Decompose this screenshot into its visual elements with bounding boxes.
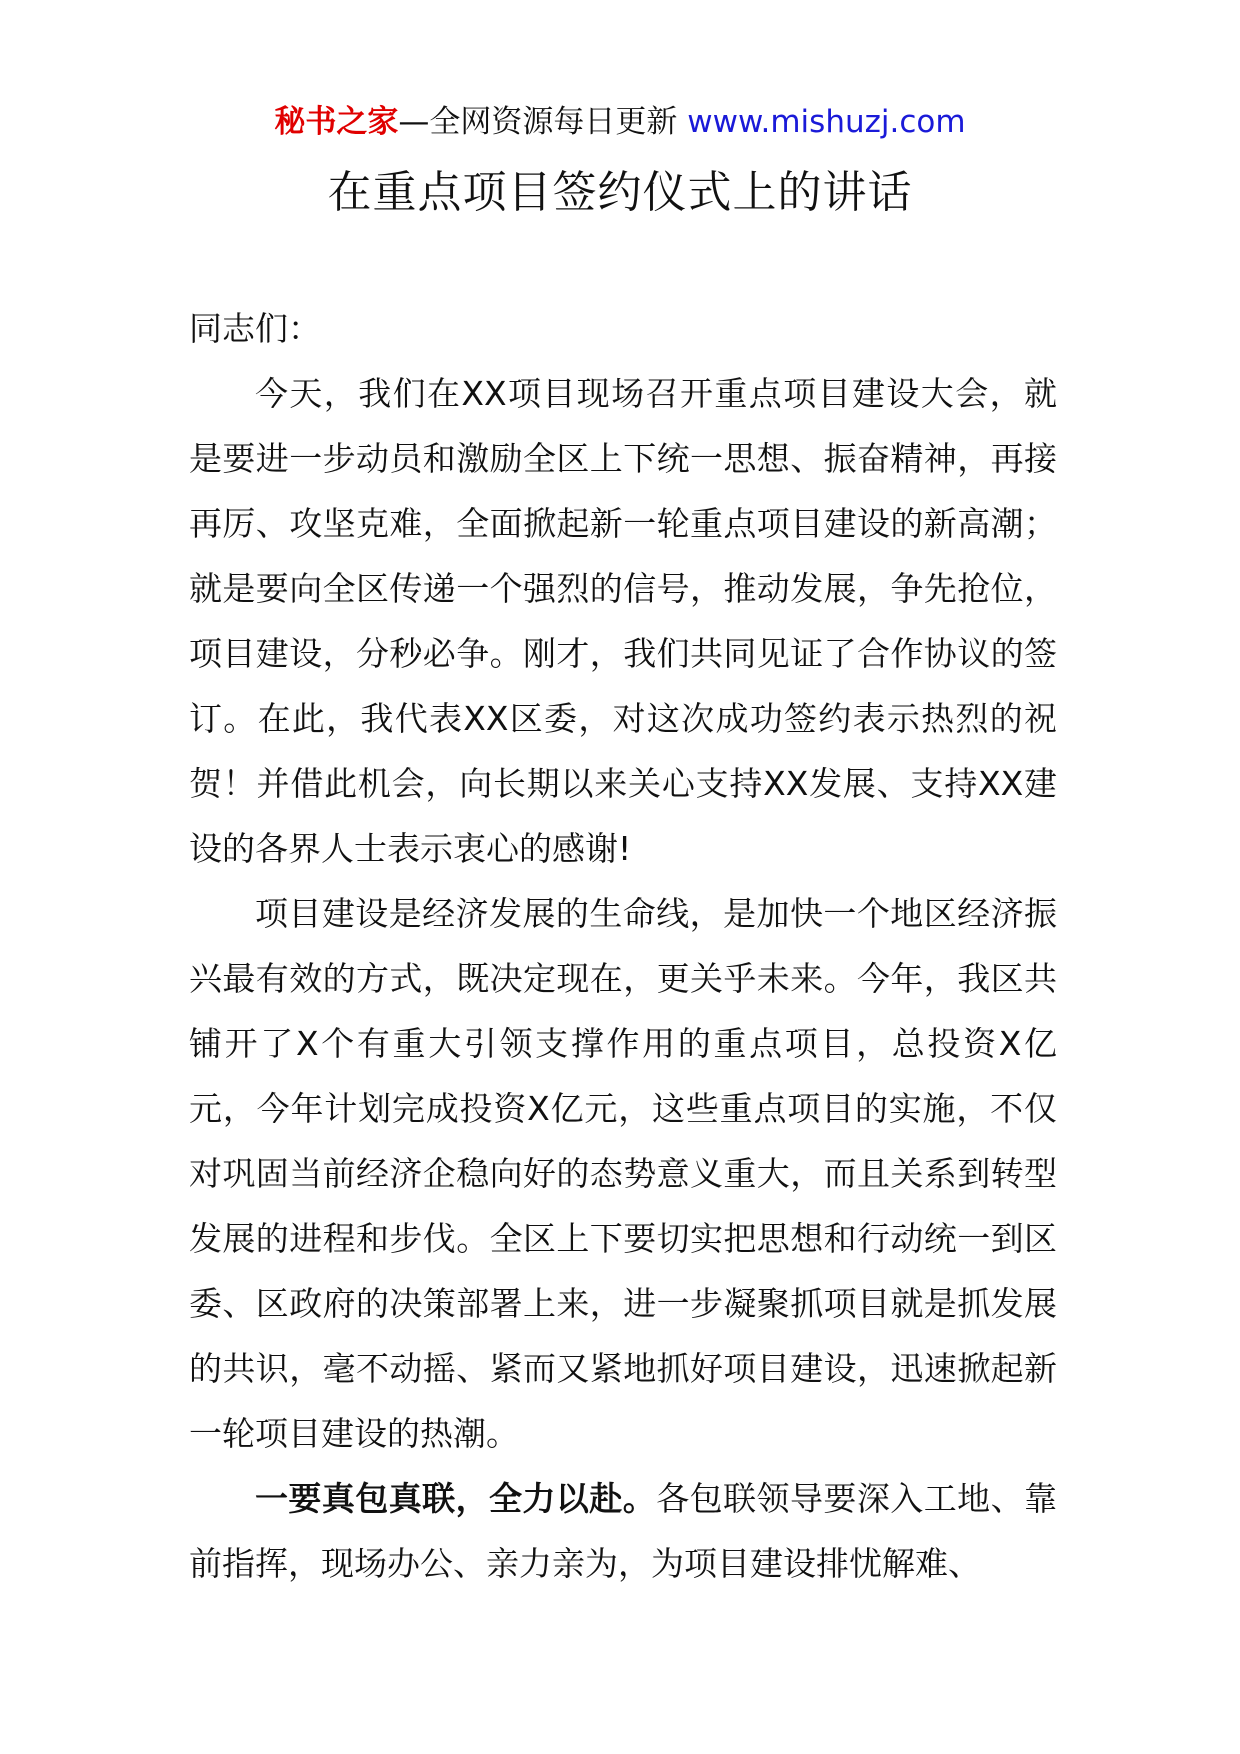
document-body [189, 296, 1057, 1596]
site-url-link[interactable]: www.mishuzj.com [687, 104, 966, 140]
section-heading: 一要真包真联，全力以赴。 [255, 1479, 657, 1518]
section-text: 各包联领导要深入工地、靠前指挥，现场办公、亲力亲为，为项目建设排忧解难、 [189, 1479, 1058, 1583]
brand-name: 秘书之家 [274, 104, 399, 140]
paragraph: 项目建设是经济发展的生命线，是加快一个地区经济振兴最有效的方式，既决定现在，更关乎未来。今年，我区共铺开了X个有重大引领支撑作用的重点项目，总投资X亿元，今年计划完成投资X亿元，这些重点项目的实施，不仅对巩固当前经济企稳向好的态势意义重大，而且关系到转型发展的进程和步伐。全区上下要切实把思想和行动统一到区委、区政府的决策部署上来，进一步凝聚抓项目就是抓发展的共识，毫不动摇、紧而又紧地抓好项目建设，迅速掀起新一轮项目建设的热潮。 [189, 894, 1057, 1453]
header-slogan: —全网资源每日更新 [398, 104, 688, 140]
paragraph: 今天，我们在XX项目现场召开重点项目建设大会，就是要进一步动员和激励全区上下统一思想、振奋精神，再接再厉、攻坚克难，全面掀起新一轮重点项目建设的新高潮；就是要向全区传递一个强烈的信号，推动发展，争先抢位，项目建设，分秒必争。刚才，我们共同见证了合作协议的签订。在此，我代表XX区委，对这次成功签约表示热烈的祝贺！并借此机会，向长期以来关心支持XX发展、支持XX建设的各界人士表示衷心的感谢! [189, 374, 1057, 868]
document-title: 在重点项目签约仪式上的讲话 [327, 167, 913, 218]
salutation: 同志们： [189, 309, 321, 348]
site-header [0, 100, 1240, 144]
section-paragraph [189, 1466, 1057, 1596]
